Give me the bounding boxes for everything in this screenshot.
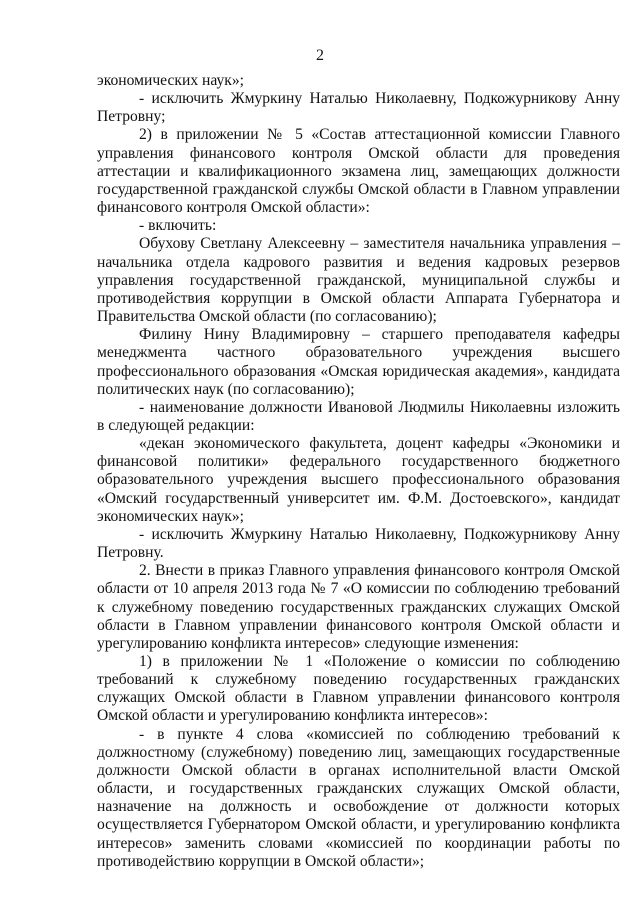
paragraph: Филину Нину Владимировну – старшего преподавателя кафедры менеджмента частного образовательного учреждения высшего профессионального образования «Омская юридическая академия», кандидата политических наук (по согласованию); xyxy=(97,326,620,398)
paragraph: 1) в приложении № 1 «Положение о комиссии по соблюдению требований к служебному поведению государственных гражданских служащих Омской области в Главном управлении финансового контроля Омской области и урегулированию конфликта интересов»: xyxy=(97,653,620,725)
paragraph: 2. Внести в приказ Главного управления финансового контроля Омской области от 10 апреля 2013 года № 7 «О комиссии по соблюдению требований к служебному поведению государственных гражданских служащих Омской области в Главном управлении финансового контроля Омской области и урегулированию конфликта интересов» следующие изменения: xyxy=(97,562,620,652)
paragraph: - исключить Жмуркину Наталью Николаевну, Подкожурникову Анну Петровну. xyxy=(97,525,620,562)
paragraph: - исключить Жмуркину Наталью Николаевну, Подкожурникову Анну Петровну; xyxy=(97,90,620,126)
paragraph: Обухову Светлану Алексеевну – заместителя начальника управления – начальника отдела кадрового развития и ведения кадровых резервов управления государственной гражданской, муниципальной службы и противодействия коррупции в Омской области Аппарата Губернатора и Правительства Омской области (по согласованию); xyxy=(97,235,620,326)
paragraph: 2) в приложении № 5 «Состав аттестационной комиссии Главного управления финансового контроля Омской области для проведения аттестации и квалификационного экзамена лиц, замещающих должности государственной гражданской службы Омской области в Главном управлении финансового контроля Омской области»: xyxy=(97,126,620,217)
paragraph: - наименование должности Ивановой Людмилы Николаевны изложить в следующей редакции: xyxy=(97,398,620,434)
paragraph: экономических наук»; xyxy=(97,72,244,89)
paragraph: «декан экономического факультета, доцент кафедры «Экономики и финансовой политики» федерального государственного бюджетного образовательного учреждения высшего профессионального образования «Омский государственный университет им. Ф.М. Достоевского», кандидат экономических наук»; xyxy=(97,435,620,525)
paragraph: - включить: xyxy=(139,217,217,235)
document-body xyxy=(97,72,620,871)
paragraph: - в пункте 4 слова «комиссией по соблюдению требований к должностному (служебному) поведению лиц, замещающих государственные должности Омской области в органах исполнительной власти Омской области, и государственных гражданских служащих Омской области, назначение на должность и освобождение от должности которых осуществляется Губернатором Омской области, и урегулированию конфликта интересов» заменить словами «комиссией по координации работы по противодействию коррупции в Омской области»; xyxy=(97,725,620,870)
page-number: 2 xyxy=(316,47,324,64)
